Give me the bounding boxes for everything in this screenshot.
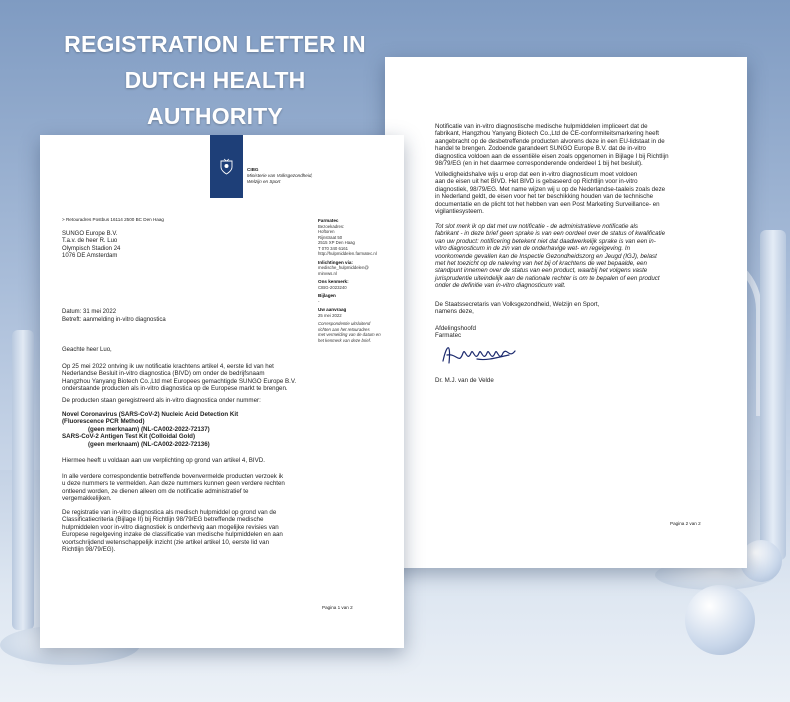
sidebar-note	[318, 321, 400, 343]
sidebar-label: Ons kenmerk:	[318, 279, 349, 284]
text-line: Op 25 mei 2022 ontving ik uw notificatie krachtens artikel 4, eerste lid van het	[62, 363, 274, 370]
text-line: onderstaande producten als in-vitro diagnostica op de Europese markt te brengen.	[62, 385, 288, 393]
text-line: Europese regelgeving inzake de classificatie van medische hulpmiddelen en aan	[62, 531, 283, 539]
organisation-header	[247, 167, 387, 185]
recipient-address	[62, 231, 120, 261]
text-line: T 070 340 6161	[318, 245, 349, 251]
text-line: namens deze,	[435, 308, 474, 316]
return-address: > Retouradres Postbus 16114 2500 BC Den Haag	[62, 217, 164, 222]
text-line: het kenmerk van deze brief.	[318, 337, 372, 343]
text-line: vigilantiesysteem.	[435, 208, 484, 216]
registered-products	[62, 411, 317, 448]
text-line: Hangzhou Yanyang Biotech Co.,Ltd met Europees gemachtigde SUNGO Europe B.V.	[62, 377, 297, 385]
text-line: Hoftoren	[318, 229, 335, 234]
product-line: (Fluorescence PCR Method)	[62, 418, 145, 426]
coat-of-arms-icon	[219, 158, 234, 175]
product-line: (geen merknaam) (NL-CA002-2022-72137)	[88, 425, 210, 433]
text-line: onder de definitie van in-vitro diagnosticum valt.	[435, 282, 566, 290]
text-line: 25 mei 2022	[318, 312, 342, 318]
page2-paragraph-2	[435, 171, 705, 215]
page-number: Pagina 1 van 2	[322, 605, 353, 610]
subject-line: Betreft: aanmelding in-vitro diagnostica	[62, 317, 166, 323]
text-line: 2515 XP Den Haag	[318, 240, 355, 245]
headline-line: REGISTRATION LETTER IN	[64, 31, 366, 57]
text-line: In alle verdere correspondentie betreffende bovenvermelde producten verzoek ik	[62, 473, 284, 480]
page2-paragraph-3	[435, 223, 705, 290]
text-line: diagnostiek, 98/79/EG. Met name wijzen wij u op de Nederlandse-taaleis zoals deze	[435, 185, 666, 193]
background-column	[760, 230, 786, 560]
text-line: u deze nummers te vermelden. Aan deze nummers kunnen geen verdere rechten	[62, 480, 285, 488]
org-name-line: Ministerie van Volksgezondheid,	[247, 173, 313, 178]
text-line: Afdelingshoofd	[435, 325, 476, 332]
text-line: Farmatec	[435, 332, 462, 340]
product-line: Novel Coronavirus (SARS-CoV-2) Nucleic Acid Detection Kit	[62, 411, 239, 418]
text-line: SUNGO Europe B.V.	[62, 231, 118, 237]
text-line: jurisprudentie uiteindelijk aan de nationale rechter is om te bepalen of een product	[435, 274, 660, 282]
text-line: Richtlijn 98/79/EG).	[62, 546, 116, 554]
signatory-name: Dr. M.J. van de Velde	[435, 377, 494, 384]
handwritten-signature	[437, 339, 527, 371]
text-line: minvws.nl	[318, 270, 337, 276]
page2-department	[435, 325, 635, 340]
text-line: aan de eisen uit het BIVD. Het BIVD is gebaseerd op Richtlijn voor in-vitro	[435, 178, 638, 186]
letter-sidebar	[318, 215, 400, 343]
date-line: Datum: 31 mei 2022	[62, 309, 117, 315]
page1-paragraph-4	[62, 473, 317, 503]
text-line: richten aan het retouradres	[318, 326, 370, 332]
product-line: SARS-CoV-2 Antigen Test Kit (Colloidal Gold)	[62, 433, 196, 441]
text-line: standpunt innemen over de status van een product, waarbij het volgens vaste	[435, 267, 648, 275]
page2-closing	[435, 301, 705, 316]
text-line: voortschrijdend wetenschappelijk inzicht (zie artikel artikel 10, eerste lid van	[62, 538, 270, 546]
page-number: Pagina 2 van 2	[670, 521, 701, 526]
text-line: in Nederland geldt, de eisen voor het ter beschikking houden van de technische	[435, 193, 654, 201]
headline-line: AUTHORITY	[147, 103, 283, 129]
text-line: fabrikant - in deze brief geen sprake is van een oordeel over de status of kwalificatie	[435, 230, 666, 238]
text-line: documentatie en de plicht tot het hebben van een Post Marketing Surveillance- en	[435, 200, 660, 208]
greeting: Geachte heer Luo,	[62, 347, 112, 353]
text-line: Rijnstraat 50	[318, 234, 343, 240]
page1-paragraph-2: De producten staan geregistreerd als in-vitro diagnostica onder nummer:	[62, 397, 261, 404]
text-line: diagnostica voldoen aan de essentiële eisen zoals opgenomen in Bijlage I bij Richtlijn	[435, 152, 669, 160]
sidebar-url: http://hulpmiddelen.farmatec.nl	[318, 251, 377, 256]
sidebar-label: Inlichtingen via:	[318, 259, 353, 265]
page2-paragraph-1	[435, 123, 705, 167]
text-line: met vermelding van de datum en	[318, 332, 381, 337]
text-line: Correspondentie uitsluitend	[318, 321, 371, 326]
page1-paragraph-3: Hiermee heeft u voldaan aan uw verplichting op grond van artikel 4, BIVD.	[62, 457, 265, 464]
headline-line: DUTCH HEALTH	[124, 67, 306, 93]
sidebar-label: Farmatec	[318, 218, 339, 223]
text-line: vergemakkelijken.	[62, 495, 112, 503]
text-line: 1076 DE Amsterdam	[62, 253, 118, 260]
text-line: Classificatiecriteria (Bijlage II) bij Richtlijn 98/79/EG betreffende medische	[62, 516, 264, 524]
text-line: fabrikant, Hangzhou Yanyang Biotech Co.,Ltd de CE-conformiteitsmarkering heeft	[435, 130, 660, 138]
text-line: medische_hulpmiddelen@	[318, 265, 369, 270]
sidebar-label: Uw aanvraag	[318, 307, 347, 312]
text-line: handel te brengen. Zodoende garandeert SUNGO Europe B.V. dat de in-vitro	[435, 145, 646, 153]
text-line: met het toezicht op de naleving van het bij of krachtens de wet bepaalde, een	[435, 260, 647, 268]
text-line: aangebracht op de desbetreffende producten alvorens deze in een EU-lidstaat in de	[435, 137, 665, 145]
government-logo-bar	[210, 135, 243, 198]
page1-paragraph-1	[62, 363, 317, 393]
text-line: Bezoekadres:	[318, 223, 345, 229]
letter-page-1	[40, 135, 404, 648]
text-line: voorkomende gevallen kan de Inspectie Gezondheidszorg en Jeugd (IGJ), belast	[435, 252, 657, 260]
org-code: CIBG	[247, 167, 259, 172]
product-line: (geen merknaam) (NL-CA002-2022-72136)	[88, 440, 210, 448]
text-line: Volledigheidshalve wijs u erop dat een in-vitro diagnosticum moet voldoen	[435, 171, 638, 178]
headline	[60, 26, 370, 134]
text-line: 98/79/EG (en in het daarmee corresponderende onderdeel 1 bij het besluit).	[435, 160, 643, 168]
page1-paragraph-5	[62, 509, 317, 553]
text-line: Notificatie van in-vitro diagnostische medische hulpmiddelen impliceert dat de	[435, 123, 648, 130]
text-line: Nederlandse Besluit in-vitro diagnostica (BIVD) om onder de bedrijfsnaam	[62, 370, 265, 378]
text-line: Tot slot merk ik op dat met uw notificatie - de administratieve notificatie als	[435, 223, 639, 230]
text-line: hulpmiddelen voor in-vitro diagnostiek is onderhevig aan mogelijke revisies van	[62, 523, 279, 531]
text-line: Olympisch Stadion 24	[62, 245, 121, 252]
background-sphere	[685, 585, 755, 655]
text-line: van uw product: notificering betekent niet dat daadwerkelijk sprake is van een in-	[435, 237, 656, 245]
text-line: -	[318, 298, 320, 304]
text-line: vitro diagnosticum in de zin van de onderhavige wet- en regelgeving. In	[435, 245, 631, 253]
text-line: De Staatssecretaris van Volksgezondheid, Welzijn en Sport,	[435, 301, 600, 308]
org-name-line: Welzijn en Sport	[247, 179, 281, 184]
sidebar-label: Bijlagen	[318, 293, 336, 298]
letter-page-2	[385, 57, 747, 568]
text-line: CIBG-2023240	[318, 284, 347, 290]
text-line: De registratie van in-vitro diagnostica als medisch hulpmiddel op grond van de	[62, 509, 277, 516]
background-column	[12, 330, 34, 630]
text-line: ontleend worden, ze dienen alleen om de notificatie administratief te	[62, 487, 249, 495]
text-line: T.a.v. de heer R. Luo	[62, 238, 118, 245]
